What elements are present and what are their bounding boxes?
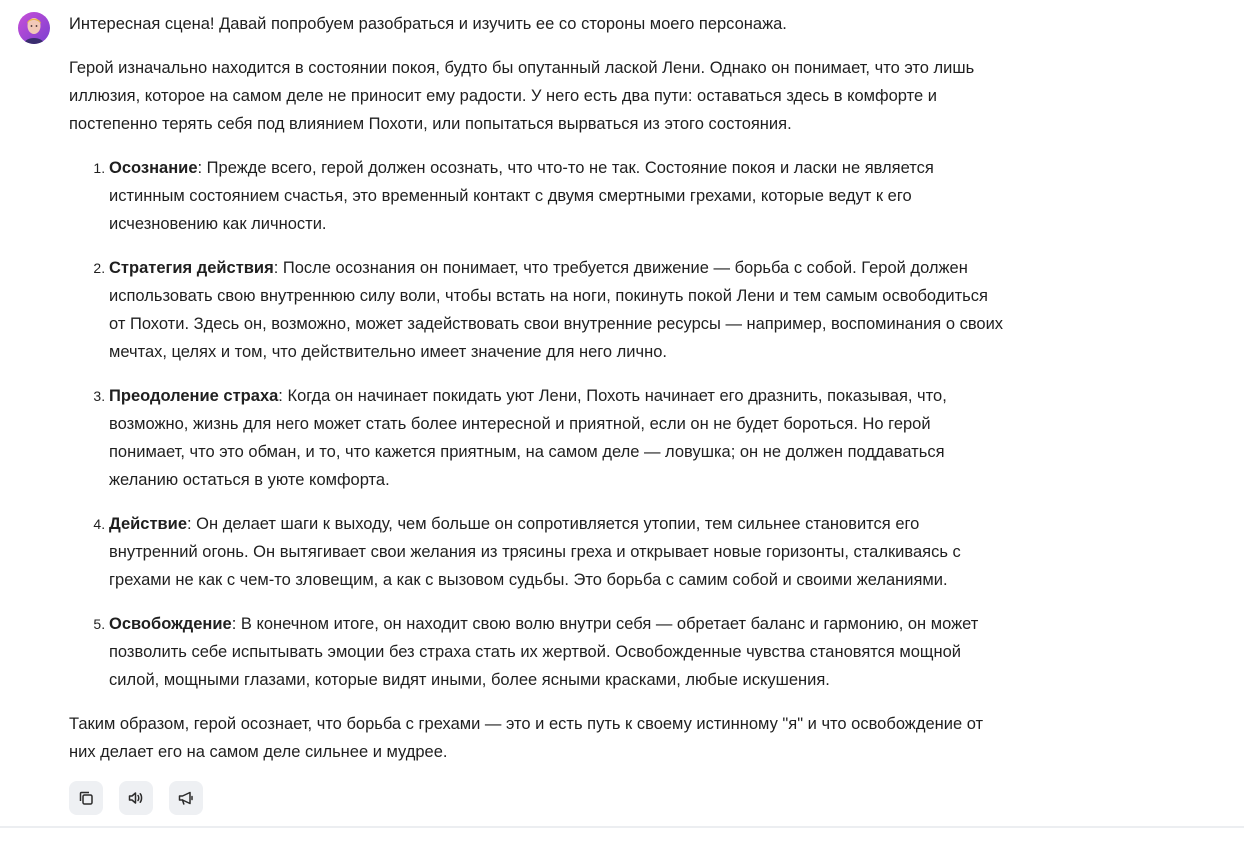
feedback-button[interactable] (169, 781, 203, 815)
step-text: : После осознания он понимает, что требуется движение — борьба с собой. Герой должен использовать свою внутреннюю силу воли, чтобы встать на ноги, покинуть покой Лени и тем самым освободиться от Похоти. Здесь он, возможно, может задействовать свои внутренние ресурсы — например, воспоминания о своих мечтах, целях и том, что действительно имеет значение для него лично. (109, 259, 1004, 361)
step-text: : Когда он начинает покидать уют Лени, Похоть начинает его дразнить, показывая, что, возможно, жизнь для него может стать более интересной и приятной, если он не будет бороться. Но герой понимает, что это обман, и то, что кажется приятным, на самом деле — ловушка; он не должен поддаваться желанию остаться в уюте комфорта. (109, 387, 947, 489)
megaphone-icon (177, 789, 195, 807)
speaker-icon (127, 789, 145, 807)
copy-button[interactable] (69, 781, 103, 815)
message-paragraph: Герой изначально находится в состоянии покоя, будто бы опутанный лаской Лени. Однако он понимает, что это лишь иллюзия, которое на самом деле не приносит ему радости. У него есть два пути: оставаться здесь в комфорте и постепенно терять себя под влиянием Похоти, или попытаться вырваться из этого состояния. (69, 59, 975, 133)
message-actions (69, 781, 203, 815)
list-item (109, 254, 1004, 366)
step-text: : В конечном итоге, он находит свою волю внутри себя — обретает баланс и гармонию, он может позволить себе испытывать эмоции без страха стать их жертвой. Освобожденные чувства становятся мощной силой, мощными глазами, которые видят иными, более ясными красками, любые искушения. (109, 615, 979, 689)
step-title: Осознание (109, 159, 198, 177)
list-item (109, 154, 1004, 238)
copy-icon (77, 789, 95, 807)
read-aloud-button[interactable] (119, 781, 153, 815)
list-item (109, 510, 1004, 594)
step-text: : Прежде всего, герой должен осознать, что что-то не так. Состояние покоя и ласки не является истинным состоянием счастья, это временный контакт с двумя смертными грехами, которые ведут к его исчезновению как личности. (109, 159, 934, 233)
persona-avatar-icon (18, 12, 50, 44)
step-title: Освобождение (109, 615, 232, 633)
list-item (109, 382, 1004, 494)
assistant-message (69, 10, 1004, 782)
message-intro: Интересная сцена! Давай попробуем разобраться и изучить ее со стороны моего персонажа. (69, 15, 787, 33)
step-title: Преодоление страха (109, 387, 279, 405)
divider (0, 826, 1244, 828)
message-conclusion: Таким образом, герой осознает, что борьба с грехами — это и есть путь к своему истинному "я" и что освобождение от них делает его на самом деле сильнее и мудрее. (69, 715, 984, 761)
step-title: Действие (109, 515, 187, 533)
step-title: Стратегия действия (109, 259, 274, 277)
list-item (109, 610, 1004, 694)
steps-list (69, 154, 1004, 694)
step-text: : Он делает шаги к выходу, чем больше он сопротивляется утопии, тем сильнее становится его внутренний огонь. Он вытягивает свои желания из трясины греха и открывает новые горизонты, сталкиваясь с грехами не как с чем-то зловещим, а как с вызовом судьбы. Это борьба с самим собой и своими желаниями. (109, 515, 961, 589)
assistant-avatar (18, 12, 50, 44)
